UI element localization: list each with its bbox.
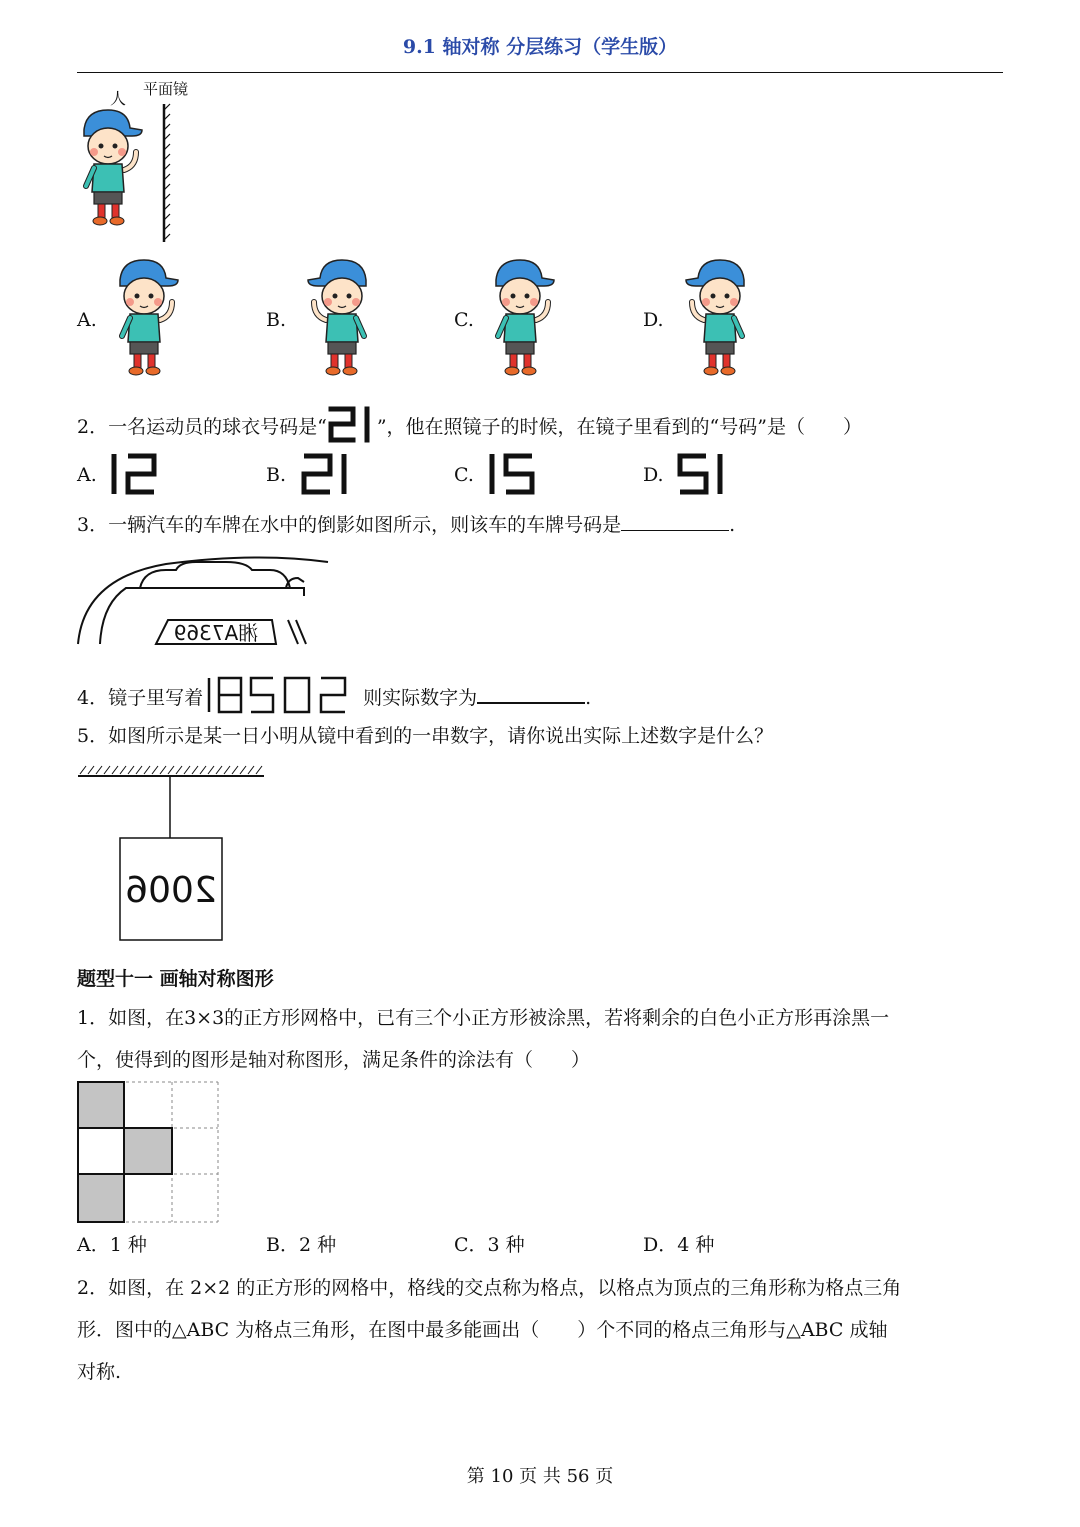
- q2-option-c[interactable]: C.: [454, 464, 474, 486]
- grid-3x3-figure: [76, 1080, 222, 1224]
- section-title: 题型十一 画轴对称图形: [77, 968, 274, 990]
- q2-text: [77, 405, 862, 445]
- s1-line1: 1．如图，在3×3的正方形网格中，已有三个小正方形被涂黑，若将剩余的白色小正方形再涂黑一: [77, 1007, 890, 1029]
- q4-answer-blank[interactable]: [477, 684, 585, 704]
- s2-line1: 2．如图，在 2×2 的正方形的网格中，格线的交点称为格点，以格点为顶点的三角形称为格点三角: [77, 1277, 902, 1299]
- mirror-digits-icon: [203, 674, 363, 716]
- hanging-sign-figure: [76, 764, 268, 944]
- mirror-icon: [156, 104, 176, 244]
- q2-option-b[interactable]: B.: [266, 464, 287, 486]
- mirror-label: 平面镜: [143, 80, 189, 98]
- s1-option-a[interactable]: A．1 种: [77, 1234, 147, 1256]
- s1-line2: 个，使得到的图形是轴对称图形，满足条件的涂法有（ ）: [77, 1049, 591, 1071]
- q1-option-c[interactable]: C.: [454, 309, 474, 331]
- q4-text: [77, 674, 591, 716]
- header-rule: [77, 72, 1003, 73]
- q3-end: .: [729, 514, 736, 536]
- s2-line2: 形．图中的△ABC 为格点三角形，在图中最多能画出（ ）个不同的格点三角形与△ABC 成轴: [77, 1319, 888, 1341]
- person-label: 人: [110, 89, 127, 108]
- boy-figure-original: [76, 108, 156, 238]
- digital-15-icon: [486, 452, 541, 498]
- q1-option-b[interactable]: B.: [266, 309, 287, 331]
- s2-line3: 对称.: [77, 1361, 122, 1383]
- s1-option-c[interactable]: C．3 种: [454, 1234, 525, 1256]
- s1-option-b[interactable]: B．2 种: [266, 1234, 337, 1256]
- q3-text: [77, 512, 735, 537]
- q1-option-a[interactable]: A.: [77, 309, 97, 331]
- q2-option-d[interactable]: D.: [643, 464, 664, 486]
- digital-12-icon: [108, 452, 163, 498]
- q5-text: 5．如图所示是某一日小明从镜中看到的一串数字，请你说出实际上述数字是什么？: [77, 725, 774, 747]
- page-header: 9.1 轴对称 分层练习（学生版）: [402, 36, 678, 58]
- q2-prefix: 2．一名运动员的球衣号码是“: [77, 416, 327, 438]
- q4-suffix: 则实际数字为: [363, 687, 478, 709]
- page-footer: 第 10 页 共 56 页: [466, 1466, 614, 1487]
- mirror-number-text: 2006: [125, 870, 217, 911]
- q4-end: .: [585, 687, 592, 709]
- digital-21-icon: [327, 405, 377, 445]
- q1-boy-c: [488, 258, 568, 380]
- car-reflection-figure: [76, 548, 336, 658]
- digital-51-icon: [676, 452, 731, 498]
- s1-option-d[interactable]: D．4 种: [643, 1234, 715, 1256]
- q4-prefix: 4．镜子里写着: [77, 687, 204, 709]
- license-plate-text: 湘A7369: [173, 621, 259, 645]
- q1-boy-d: [678, 258, 758, 380]
- q1-option-d[interactable]: D.: [643, 309, 664, 331]
- q1-boy-a: [112, 258, 192, 380]
- q3-answer-blank[interactable]: [621, 512, 729, 531]
- q3-question: 3．一辆汽车的车牌在水中的倒影如图所示，则该车的车牌号码是: [77, 514, 622, 536]
- q2-suffix: ”，他在照镜子的时候，在镜子里看到的“号码”是（ ）: [376, 416, 862, 438]
- digital-21-option-icon: [300, 452, 355, 498]
- q1-boy-b: [300, 258, 380, 380]
- q2-option-a[interactable]: A.: [77, 464, 97, 486]
